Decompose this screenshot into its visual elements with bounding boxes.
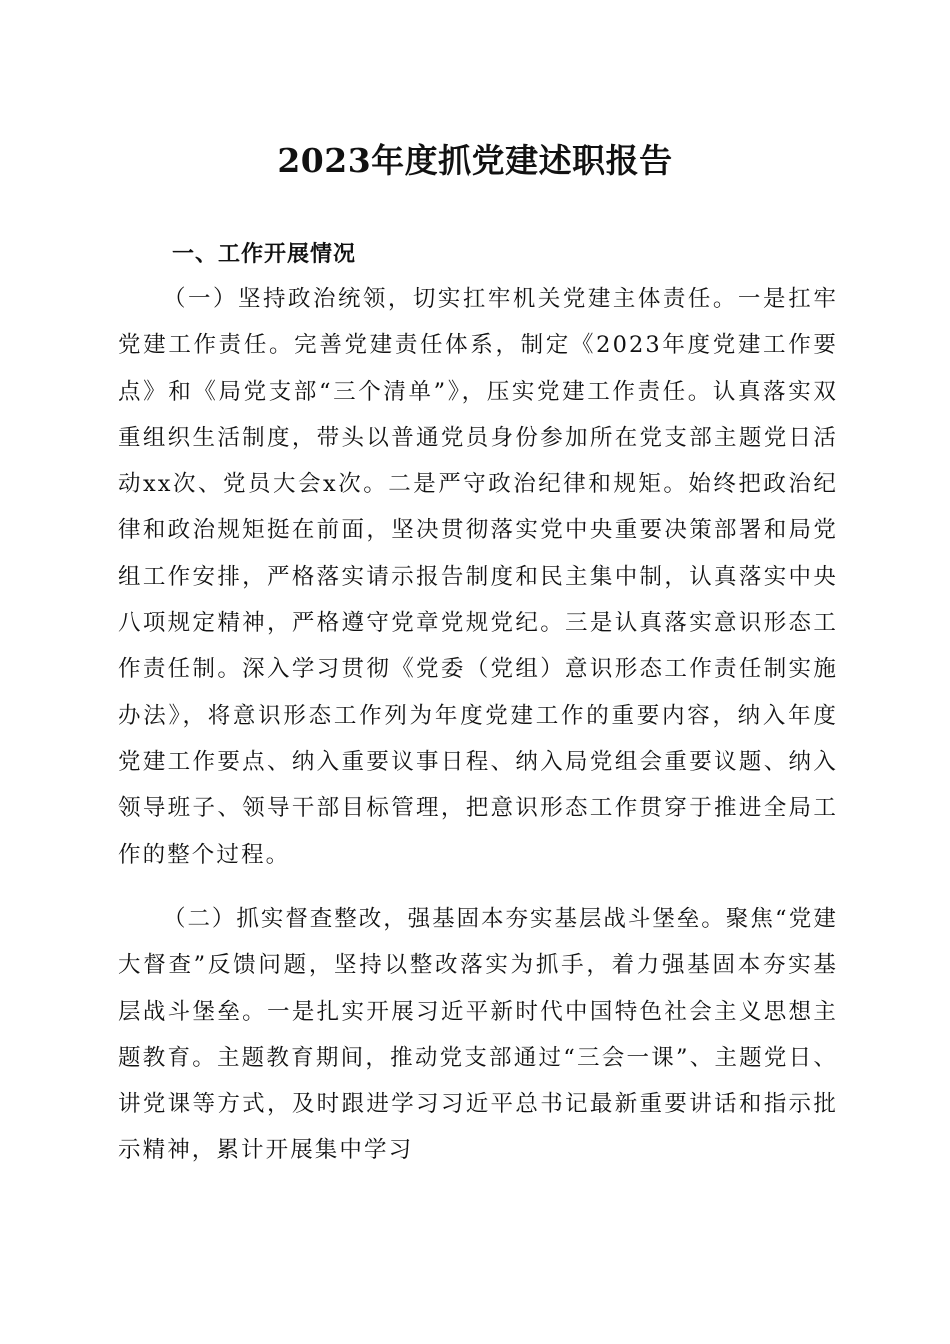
paragraph (118, 276, 838, 878)
paragraph (118, 896, 838, 1174)
paragraph-body: 聚焦“党建大督查”反馈问题，坚持以整改落实为抓手，着力强基固本夯实基层战斗堡垒。一是扎实开展习近平新时代中国特色社会主义思想主题教育。主题教育期间，推动党支部通过“三会一课”、主题党日、讲党课等方式，及时跟进学习习近平总书记最新重要讲话和指示批示精神，累计开展集中学习 (118, 906, 838, 1164)
paragraph-lead: （二）抓实督查整改，强基固本夯实基层战斗堡垒。 (163, 906, 726, 932)
paragraph-lead: （一）坚持政治统领，切实扛牢机关党建主体责任。 (163, 286, 738, 312)
section-heading: 一、工作开展情况 (172, 242, 357, 267)
document-title: 2023年度抓党建述职报告 (277, 141, 673, 180)
paragraph-body: 一是扛牢党建工作责任。完善党建责任体系，制定《2023年度党建工作要点》和《局党支部“三个清单”》，压实党建工作责任。认真落实双重组织生活制度，带头以普通党员身份参加所在党支部主题党日活动xx次、党员大会x次。二是严守政治纪律和规矩。始终把政治纪律和政治规矩挺在前面，坚决贯彻落实党中央重要决策部署和局党组工作安排，严格落实请示报告制度和民主集中制，认真落实中央八项规定精神，严格遵守党章党规党纪。三是认真落实意识形态工作责任制。深入学习贯彻《党委（党组）意识形态工作责任制实施办法》，将意识形态工作列为年度党建工作的重要内容，纳入年度党建工作要点、纳入重要议事日程、纳入局党组会重要议题、纳入领导班子、领导干部目标管理，把意识形态工作贯穿于推进全局工作的整个过程。 (118, 286, 839, 868)
